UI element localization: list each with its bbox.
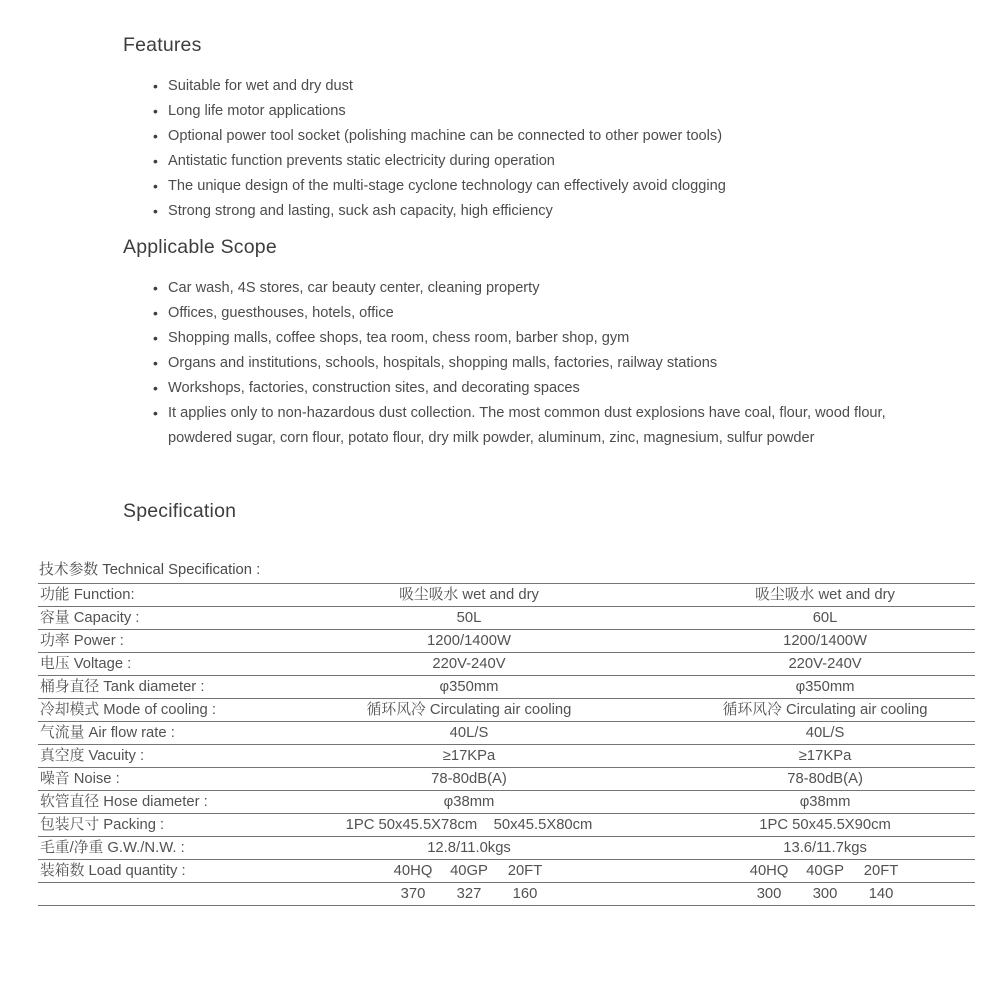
spec-value-model2: 吸尘吸水 wet and dry: [755, 587, 895, 603]
bullet-icon: •: [153, 78, 158, 94]
spec-label: 气流量 Air flow rate :: [40, 725, 175, 741]
spec-value-model1: 50L: [456, 610, 482, 626]
spec-label: 软管直径 Hose diameter :: [40, 794, 208, 810]
scope-item: [153, 326, 936, 351]
feature-item: [153, 74, 936, 99]
spec-value-model2: [675, 883, 975, 905]
features-list: [153, 74, 936, 224]
feature-item-text: Long life motor applications: [168, 103, 346, 119]
container-type: 20FT: [863, 863, 899, 879]
bullet-icon: •: [153, 178, 158, 194]
spec-value-model2: φ350mm: [795, 679, 855, 695]
spec-row-hose-diameter: [38, 791, 975, 814]
bullet-icon: •: [153, 203, 158, 219]
spec-label: 电压 Voltage :: [40, 656, 132, 672]
spec-row-voltage: [38, 653, 975, 676]
features-section: [123, 32, 936, 224]
spec-value-model1: ≥17KPa: [442, 748, 496, 764]
spec-label: 功率 Power :: [40, 633, 124, 649]
feature-item: [153, 199, 936, 224]
spec-value-model1: φ350mm: [439, 679, 499, 695]
spec-value-model1: 1PC 50x45.5X78cm 50x45.5X80cm: [345, 817, 593, 833]
scope-item-text: Offices, guesthouses, hotels, office: [168, 305, 394, 321]
feature-item-text: The unique design of the multi-stage cyclone technology can effectively avoid clogging: [168, 178, 726, 194]
container-type: 40GP: [450, 863, 488, 879]
feature-item-text: Antistatic function prevents static electricity during operation: [168, 153, 555, 169]
specification-heading: Specification: [123, 500, 237, 522]
spec-label: 真空度 Vacuity :: [40, 748, 145, 764]
scope-item: [153, 301, 936, 326]
spec-row-load-quantity-values: [38, 883, 975, 906]
spec-label: 功能 Function:: [40, 587, 135, 603]
spec-value-model1: φ38mm: [443, 794, 495, 810]
container-type: 20FT: [507, 863, 543, 879]
spec-row-power: [38, 630, 975, 653]
bullet-icon: •: [153, 355, 158, 371]
spec-value-model1: 40L/S: [449, 725, 489, 741]
scope-item: [153, 276, 936, 301]
spec-value-model2: ≥17KPa: [798, 748, 852, 764]
container-type: 40GP: [806, 863, 844, 879]
specification-table: [38, 560, 975, 906]
scope-item-text: It applies only to non-hazardous dust collection. The most common dust explosions have coal, flour, wood flour, powdered sugar, corn flour, potato flour, dry milk powder, aluminum, zinc, magnesium, sulfur powder: [168, 405, 886, 446]
scope-item-text: Shopping malls, coffee shops, tea room, chess room, barber shop, gym: [168, 330, 630, 346]
scope-item-text: Car wash, 4S stores, car beauty center, cleaning property: [168, 280, 540, 296]
scope-item-text: Workshops, factories, construction sites, and decorating spaces: [168, 380, 580, 396]
bullet-icon: •: [153, 280, 158, 296]
spec-value-model2: 220V-240V: [788, 656, 862, 672]
feature-item-text: Suitable for wet and dry dust: [168, 78, 353, 94]
container-type: 40HQ: [393, 863, 433, 879]
feature-item: [153, 149, 936, 174]
spec-value-model1: 220V-240V: [432, 656, 506, 672]
scope-item: [153, 351, 936, 376]
spec-value-model2: 13.6/11.7kgs: [783, 840, 867, 856]
spec-value-model1: [263, 883, 675, 905]
bullet-icon: •: [153, 305, 158, 321]
spec-value-model1: [263, 860, 675, 882]
spec-value-model2: 循环风冷 Circulating air cooling: [722, 702, 928, 718]
spec-table-body: [38, 583, 975, 906]
bullet-icon: •: [153, 153, 158, 169]
feature-item: [153, 99, 936, 124]
spec-row-cooling: [38, 699, 975, 722]
spec-value-model1: 1200/1400W: [427, 633, 511, 649]
bullet-icon: •: [153, 380, 158, 396]
scope-item-text: Organs and institutions, schools, hospitals, shopping malls, factories, railway stations: [168, 355, 718, 371]
spec-label: 包装尺寸 Packing :: [40, 817, 165, 833]
spec-label: 噪音 Noise :: [40, 771, 120, 787]
bullet-icon: •: [153, 330, 158, 346]
load-quantity-value: 300: [812, 886, 838, 902]
spec-value-model2: 1200/1400W: [783, 633, 868, 649]
feature-item-text: Strong strong and lasting, suck ash capacity, high efficiency: [168, 203, 553, 219]
spec-label: 桶身直径 Tank diameter :: [40, 679, 205, 695]
spec-row-vacuity: [38, 745, 975, 768]
container-type: 40HQ: [749, 863, 789, 879]
load-quantity-value: 370: [400, 886, 426, 902]
scope-item: [153, 376, 936, 401]
features-heading: Features: [123, 34, 202, 56]
applicable-scope-heading: Applicable Scope: [123, 236, 277, 258]
scope-item: [153, 401, 936, 451]
feature-item-text: Optional power tool socket (polishing machine can be connected to other power tools): [168, 128, 723, 144]
spec-row-tank-diameter: [38, 676, 975, 699]
bullet-icon: •: [153, 103, 158, 119]
spec-row-function: [38, 584, 975, 607]
bullet-icon: •: [153, 405, 158, 421]
spec-row-load-quantity: [38, 860, 975, 883]
load-quantity-value: 140: [868, 886, 894, 902]
spec-row-noise: [38, 768, 975, 791]
load-quantity-value: 160: [512, 886, 538, 902]
spec-row-packing: [38, 814, 975, 837]
applicable-scope-section: [123, 234, 936, 451]
spec-label: [38, 883, 263, 905]
spec-value-model1: 吸尘吸水 wet and dry: [399, 587, 539, 603]
spec-row-air-flow: [38, 722, 975, 745]
load-quantity-value: 327: [456, 886, 482, 902]
spec-value-model2: 1PC 50x45.5X90cm: [759, 817, 891, 833]
spec-value-model1: 循环风冷 Circulating air cooling: [366, 702, 572, 718]
applicable-scope-list: [153, 276, 936, 451]
spec-value-model2: 78-80dB(A): [787, 771, 863, 787]
spec-label: 冷却模式 Mode of cooling :: [40, 702, 216, 718]
spec-row-gw-nw: [38, 837, 975, 860]
feature-item: [153, 174, 936, 199]
spec-value-model1: 78-80dB(A): [431, 771, 507, 787]
spec-value-model2: [675, 860, 975, 882]
spec-value-model2: 40L/S: [805, 725, 845, 741]
spec-label: 毛重/净重 G.W./N.W. :: [40, 840, 185, 856]
feature-item: [153, 124, 936, 149]
spec-value-model2: 60L: [812, 610, 838, 626]
spec-label: 容量 Capacity :: [40, 610, 140, 626]
load-quantity-value: 300: [756, 886, 782, 902]
spec-label: 装箱数 Load quantity :: [40, 863, 186, 879]
spec-value-model1: 12.8/11.0kgs: [427, 840, 511, 856]
spec-row-capacity: [38, 607, 975, 630]
spec-value-model2: φ38mm: [799, 794, 851, 810]
spec-table-title: 技术参数 Technical Specification :: [39, 562, 261, 578]
bullet-icon: •: [153, 128, 158, 144]
